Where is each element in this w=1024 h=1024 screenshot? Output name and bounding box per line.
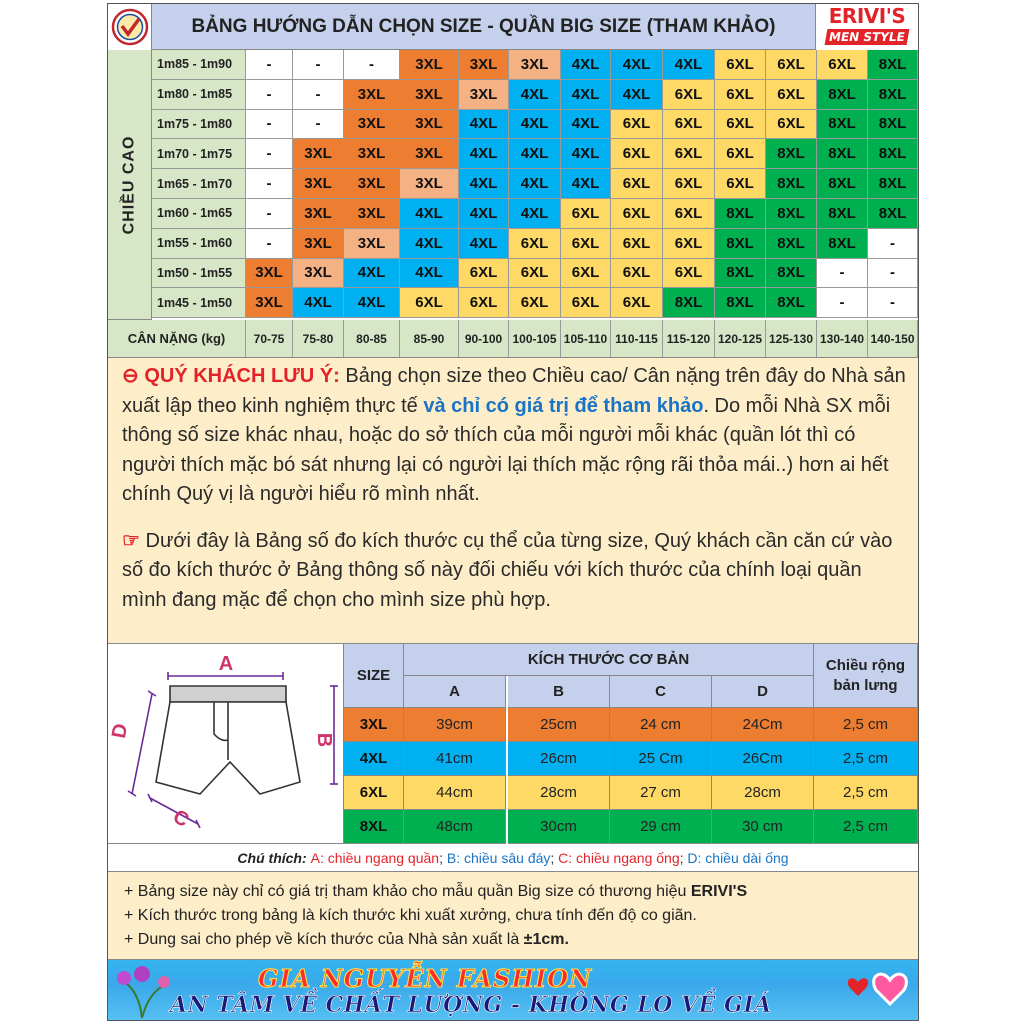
height-label: 1m45 - 1m50 [152,288,246,318]
size-cell: 6XL [663,259,715,289]
size-cell: 8XL [817,169,868,199]
size-cell: 6XL [561,229,611,259]
size-cell: 4XL [459,199,509,229]
size-cell: 6XL [817,50,868,80]
basic-dimensions-header: KÍCH THƯỚC CƠ BẢN [404,644,814,676]
height-label: 1m85 - 1m90 [152,50,246,80]
size-cell: 3XL [400,169,459,199]
size-cell: 6XL [611,229,663,259]
size-cell: 6XL [663,199,715,229]
band-width-header: Chiều rộng bản lưng [814,644,918,708]
size-cell: 4XL [344,259,400,289]
size-header: SIZE [344,644,404,708]
size-cell: - [817,259,868,289]
measurement-value: 27 cm [610,776,712,810]
notice-highlight: và chỉ có giá trị để tham khảo [423,394,704,417]
size-cell: 6XL [663,139,715,169]
size-cell: 8XL [868,139,918,169]
size-cell: 8XL [817,110,868,140]
size-cell: 4XL [400,259,459,289]
notice-lead: QUÝ KHÁCH LƯU Ý: [144,365,340,387]
size-cell: 8XL [766,288,817,318]
weight-label: 105-110 [561,320,611,358]
measurement-value: 26cm [508,742,610,776]
size-cell: 3XL [400,110,459,140]
diagram-label-c: C [169,805,193,832]
size-cell: 4XL [611,50,663,80]
size-cell: 8XL [817,229,868,259]
size-cell: 4XL [509,199,561,229]
height-label: 1m55 - 1m60 [152,229,246,259]
size-cell: - [868,259,918,289]
size-cell: - [246,169,293,199]
size-cell: 6XL [766,110,817,140]
size-cell: 3XL [293,259,344,289]
note-3: + Dung sai cho phép về kích thước của Nhà sản xuất là ±1cm. [124,931,569,948]
measurement-value: 26Cm [712,742,814,776]
notice-paragraph-1 [122,362,908,510]
height-label: 1m65 - 1m70 [152,169,246,199]
diagram-label-d: D [108,721,133,740]
band-width-value: 2,5 cm [814,742,918,776]
size-cell: 6XL [611,169,663,199]
size-cell: 6XL [715,110,766,140]
size-cell: 8XL [868,110,918,140]
size-cell: 8XL [715,199,766,229]
size-cell: - [246,229,293,259]
size-cell: 6XL [561,199,611,229]
height-label: 1m60 - 1m65 [152,199,246,229]
weight-axis-label: CÂN NẶNG (kg) [108,320,246,358]
size-label: 3XL [344,708,404,742]
size-cell: - [293,50,344,80]
size-cell: 4XL [663,50,715,80]
size-cell: 3XL [344,139,400,169]
size-cell: 6XL [611,110,663,140]
weight-label: 90-100 [459,320,509,358]
size-cell: 8XL [817,80,868,110]
size-guide [107,3,919,1021]
size-cell: 4XL [459,169,509,199]
note-2: + Kích thước trong bảng là kích thước khi xuất xưởng, chưa tính đến độ co giãn. [124,907,697,924]
size-cell: 6XL [663,80,715,110]
size-cell: 6XL [611,259,663,289]
measurement-value: 44cm [404,776,506,810]
legend-a: A: chiều ngang quần [310,849,440,866]
size-cell: 4XL [459,139,509,169]
page-title: BẢNG HƯỚNG DẪN CHỌN SIZE - QUẦN BIG SIZE (THAM KHẢO) [152,4,816,50]
size-cell: 8XL [766,259,817,289]
size-cell: 8XL [663,288,715,318]
size-cell: 4XL [400,199,459,229]
boxer-shorts-icon [108,644,344,844]
size-cell: 6XL [766,50,817,80]
size-cell: 6XL [561,288,611,318]
weight-label: 85-90 [400,320,459,358]
size-cell: 6XL [400,288,459,318]
measurement-value: 29 cm [610,810,712,844]
size-cell: 8XL [766,169,817,199]
size-cell: 8XL [868,199,918,229]
size-cell: 6XL [561,259,611,289]
brand-name: ERIVI'S [828,4,906,28]
size-cell: 4XL [344,288,400,318]
size-cell: 4XL [400,229,459,259]
band-width-value: 2,5 cm [814,776,918,810]
size-cell: 4XL [509,169,561,199]
notes-panel [108,872,918,960]
size-cell: 6XL [715,169,766,199]
notice-text-a: Bảng chọn size theo Chiều cao/ Cân nặng trên đây do Nhà sản xuất lập theo kinh nghiệm thực tế [122,365,906,417]
size-cell: 6XL [509,288,561,318]
size-cell: 4XL [459,110,509,140]
size-label: 4XL [344,742,404,776]
size-cell: 6XL [459,288,509,318]
height-label: 1m50 - 1m55 [152,259,246,289]
size-cell: 8XL [868,50,918,80]
banner-store-name: GIA NGUYỄN FASHION [258,964,593,993]
size-cell: - [246,110,293,140]
size-cell: - [246,139,293,169]
column-header-a: A [404,676,506,708]
size-cell: 6XL [663,110,715,140]
size-cell: 4XL [561,50,611,80]
size-cell: - [868,288,918,318]
weight-label: 80-85 [344,320,400,358]
size-cell: - [868,229,918,259]
size-cell: 3XL [459,80,509,110]
size-cell: 6XL [663,169,715,199]
pointing-hand-icon: ☞ [122,529,140,552]
size-label: 8XL [344,810,404,844]
measurement-value: 28cm [712,776,814,810]
column-header-d: D [712,676,814,708]
measurement-value: 24 cm [610,708,712,742]
size-cell: 4XL [509,80,561,110]
size-cell: 4XL [561,169,611,199]
size-cell: - [817,288,868,318]
size-cell: - [246,80,293,110]
weight-label: 125-130 [766,320,817,358]
legend-label: Chú thích: [237,849,307,866]
size-cell: 3XL [344,110,400,140]
size-cell: 8XL [868,169,918,199]
size-cell: 3XL [344,80,400,110]
size-cell: 6XL [715,139,766,169]
size-cell: 3XL [344,169,400,199]
shield-logo-icon [108,4,152,50]
size-cell: 3XL [246,259,293,289]
no-entry-icon: ⊖ [122,365,139,387]
size-cell: 8XL [715,288,766,318]
hearts-icon [844,962,914,1012]
size-cell: - [293,110,344,140]
notice-text-b: . Do mỗi Nhà SX mỗi thông số size khác nhau, hoặc do sở thích của mỗi người mỗi khác (quần lót thì có người thích mặc bó sát nhưng lại có người lại thích mặc rộng rãi thỏa mái..) hơn ai hết chính Quý vị là người hiểu rõ mình nhất. [122,394,891,505]
brand-logo [108,4,152,50]
size-cell: - [246,199,293,229]
weight-label: 120-125 [715,320,766,358]
size-cell: 6XL [611,288,663,318]
size-cell: - [344,50,400,80]
size-cell: 3XL [509,50,561,80]
size-cell: 3XL [293,229,344,259]
band-width-value: 2,5 cm [814,810,918,844]
height-axis-label: CHIỀU CAO [108,50,152,320]
size-cell: - [246,50,293,80]
size-cell: 8XL [868,80,918,110]
height-label: 1m70 - 1m75 [152,139,246,169]
legend-d: D: chiều dài ống [687,849,789,866]
measurement-value: 30 cm [712,810,814,844]
size-cell: 8XL [715,259,766,289]
height-label: 1m75 - 1m80 [152,110,246,140]
size-cell: 8XL [817,199,868,229]
measurement-value: 25cm [508,708,610,742]
measurement-value: 25 Cm [610,742,712,776]
size-cell: 8XL [817,139,868,169]
size-cell: 4XL [509,110,561,140]
size-cell: 3XL [400,80,459,110]
size-cell: 4XL [611,80,663,110]
size-cell: 6XL [509,259,561,289]
shorts-diagram [108,644,344,844]
size-cell: 3XL [293,169,344,199]
size-cell: 6XL [611,139,663,169]
size-cell: 6XL [715,50,766,80]
note-1: + Bảng size này chỉ có giá trị tham khảo cho mẫu quần Big size có thương hiệu ERIVI'S [124,883,748,900]
size-cell: 3XL [400,50,459,80]
banner-slogan: AN TÂM VỀ CHẤT LƯỢNG - KHÔNG LO VỀ GIÁ [170,992,772,1018]
height-label: 1m80 - 1m85 [152,80,246,110]
size-cell: 8XL [766,139,817,169]
size-cell: 3XL [246,288,293,318]
size-label: 6XL [344,776,404,810]
flower-icon [112,960,172,1020]
weight-label: 110-115 [611,320,663,358]
weight-label: 140-150 [868,320,918,358]
size-cell: 4XL [561,110,611,140]
measurement-value: 30cm [508,810,610,844]
legend-c: C: chiều ngang ống [558,849,680,866]
diagram-label-b: B [313,732,335,748]
size-cell: 6XL [663,229,715,259]
measurement-value: 48cm [404,810,506,844]
legend: Chú thích: A: chiều ngang quần ; B: chiều sâu đáy ; C: chiều ngang ống ; D: chiều dài ống [108,844,918,872]
legend-b: B: chiều sâu đáy [446,849,551,866]
size-cell: 4XL [293,288,344,318]
size-cell: 6XL [459,259,509,289]
size-cell: 6XL [611,199,663,229]
band-width-value: 2,5 cm [814,708,918,742]
notice-text-2: Dưới đây là Bảng số đo kích thước cụ thể của từng size, Quý khách cần căn cứ vào số đo kích thước ở Bảng thông số này đối chiếu với kích thước của chính loại quần mình đang mặc để chọn cho mình size phù hợp. [122,529,893,611]
brand-tagline: MEN STYLE [825,29,910,45]
measurement-value: 28cm [508,776,610,810]
brand-badge [816,4,918,50]
weight-label: 100-105 [509,320,561,358]
size-cell: 8XL [715,229,766,259]
size-cell: 3XL [293,139,344,169]
size-cell: 3XL [400,139,459,169]
size-cell: 3XL [344,199,400,229]
size-cell: 4XL [459,229,509,259]
column-header-b: B [508,676,610,708]
diagram-label-a: A [218,653,234,675]
size-cell: 6XL [766,80,817,110]
size-cell: 8XL [766,229,817,259]
measurement-value: 24Cm [712,708,814,742]
size-cell: 6XL [509,229,561,259]
size-cell: 3XL [344,229,400,259]
size-cell: - [293,80,344,110]
column-header-c: C [610,676,712,708]
size-cell: 4XL [561,139,611,169]
size-cell: 3XL [293,199,344,229]
size-cell: 8XL [766,199,817,229]
store-banner [108,960,918,1020]
size-cell: 6XL [715,80,766,110]
weight-label: 70-75 [246,320,293,358]
weight-label: 115-120 [663,320,715,358]
notice-paragraph-2 [122,527,908,616]
notice-panel [108,358,918,644]
weight-label: 75-80 [293,320,344,358]
weight-label: 130-140 [817,320,868,358]
measurement-value: 41cm [404,742,506,776]
measurement-value: 39cm [404,708,506,742]
size-cell: 3XL [459,50,509,80]
size-cell: 4XL [509,139,561,169]
size-cell: 4XL [561,80,611,110]
